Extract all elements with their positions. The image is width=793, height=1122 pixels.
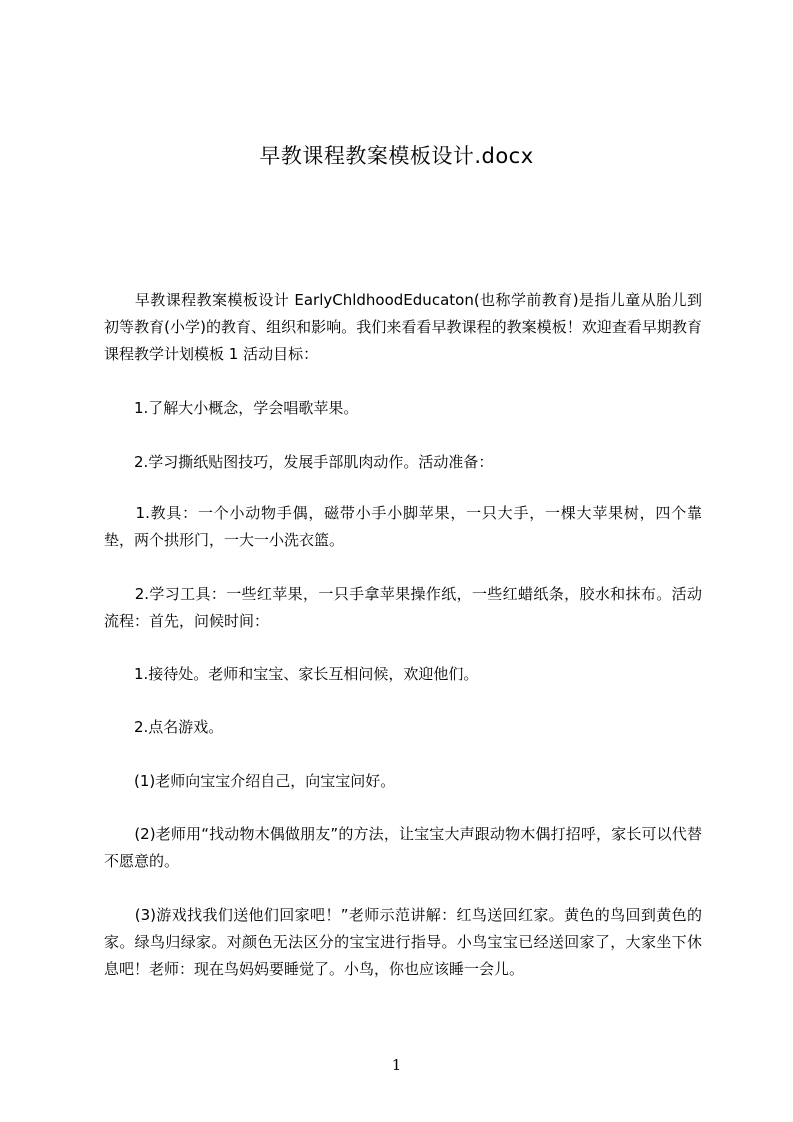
preparation-1-paragraph: 1.教具：一个小动物手偶，磁带小手小脚苹果，一只大手，一棵大苹果树，四个靠垫，两个拱形门，一大一小洗衣篮。 [104,504,702,549]
intro-paragraph: 早教课程教案模板设计 EarlyChldhoodEducaton(也称学前教育)是指儿童从胎儿到初等教育(小学)的教育、组织和影响。我们来看看早教课程的教案模板！欢迎查看早期教育课程教学计划模板 1 活动目标： [104,291,702,363]
objective-1-paragraph: 1.了解大小概念，学会唱歌苹果。 [104,399,359,417]
step-2-paragraph: (2)老师用“找动物木偶做朋友”的方法，让宝宝大声跟动物木偶打招呼，家长可以代替不愿意的。 [104,825,702,870]
step-1-paragraph: (1)老师向宝宝介绍自己，向宝宝问好。 [104,772,396,790]
preparation-2-paragraph: 2.学习工具：一些红苹果，一只手拿苹果操作纸，一些红蜡纸条，胶水和抹布。活动流程：首先，问候时间： [104,585,702,630]
process-1-paragraph: 1.接待处。老师和宝宝、家长互相问候，欢迎他们。 [104,665,479,683]
page-number: 1 [391,1056,402,1074]
process-2-paragraph: 2.点名游戏。 [104,718,224,736]
document-title: 早教课程教案模板设计.docx [259,144,534,168]
objective-2-paragraph: 2.学习撕纸贴图技巧，发展手部肌肉动作。活动准备： [104,453,494,471]
step-3-paragraph: (3)游戏找我们送他们回家吧！”老师示范讲解：红鸟送回红家。黄色的鸟回到黄色的家。绿鸟归绿家。对颜色无法区分的宝宝进行指导。小鸟宝宝已经送回家了，大家坐下休息吧！老师：现在鸟妈妈要睡觉了。小鸟，你也应该睡一会儿。 [104,906,702,978]
